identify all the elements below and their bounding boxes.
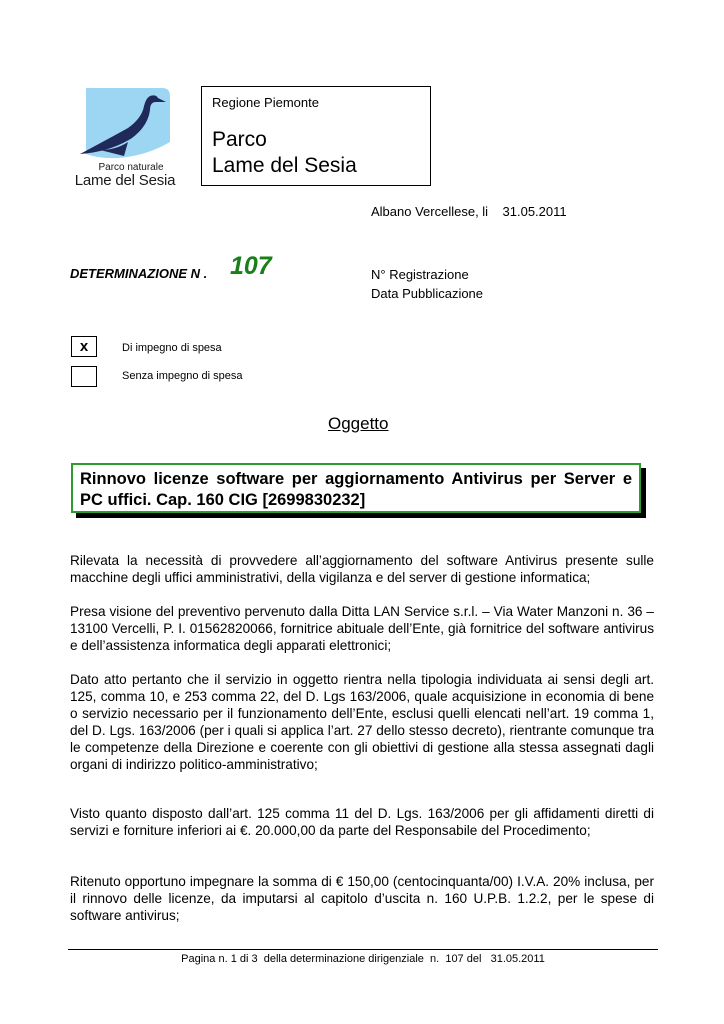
checkbox-senza-impegno[interactable] xyxy=(71,366,97,387)
paragraph: Visto quanto disposto dall’art. 125 comma 11 del D. Lgs. 163/2006 per gli affidamenti diretti di servizi e forniture inferiori ai €. 20.000,00 da parte del Responsabile del Procedimento; xyxy=(70,806,654,838)
registrazione-label: N° Registrazione xyxy=(371,267,469,282)
checkbox-senza-impegno-label: Senza impegno di spesa xyxy=(122,370,243,382)
registration-info xyxy=(371,265,483,303)
page-footer: Pagina n. 1 di 3 della determinazione dirigenziale n. 107 del 31.05.2011 xyxy=(181,953,545,965)
paragraph: Presa visione del preventivo pervenuto dalla Ditta LAN Service s.r.l. – Via Water Manzoni n. 36 – 13100 Vercelli, P. I. 01562820066, fornitrice abituale dell’Ente, già fornitrice del software antivirus e dell’assistenza informatica degli apparati elettronici; xyxy=(70,604,654,653)
paragraph: Rilevata la necessità di provvedere all’aggiornamento del software Antivirus presente sulle macchine degli uffici amministrativi, della vigilanza e del server di gestione informatica; xyxy=(70,553,654,585)
determinazione-label: DETERMINAZIONE N . xyxy=(70,266,208,281)
logo-subtitle: Parco naturale xyxy=(98,162,164,173)
pubblicazione-label: Data Pubblicazione xyxy=(371,286,484,301)
park-name xyxy=(212,127,357,179)
oggetto-heading: Oggetto xyxy=(328,414,389,433)
region-label: Regione Piemonte xyxy=(212,95,319,110)
footer-divider xyxy=(68,949,658,950)
park-name-line1: Parco xyxy=(212,128,267,151)
paragraph: Dato atto pertanto che il servizio in oggetto rientra nella tipologia individuata ai sensi degli art. 125, comma 10, e 253 comma 22, del D. Lgs 163/2006, quale acquisizione in economia di bene o servizio necessario per il funzionamento dell’Ente, esclusi quelli elencati nell’art. 19 comma 1, del D. Lgs. 163/2006 (per i quali si applica l’art. 27 dello stesso decreto), rientrante comunque tra le competenze della Direzione e coerente con gli obiettivi di gestione alla stessa assegnati dagli organi di indirizzo politico-amministrativo; xyxy=(70,672,654,772)
park-name-line2: Lame del Sesia xyxy=(212,154,357,177)
paragraph: Ritenuto opportuno impegnare la somma di € 150,00 (centocinquanta/00) I.V.A. 20% inclusa, per il rinnovo delle licenze, da imputarsi al capitolo d’uscita n. 160 U.P.B. 1.2.2, per le spese di software antivirus; xyxy=(70,874,654,923)
heron-icon xyxy=(70,84,180,164)
checkbox-impegno[interactable]: x xyxy=(71,336,97,357)
place-date: Albano Vercellese, li 31.05.2011 xyxy=(371,204,567,219)
determinazione-number: 107 xyxy=(230,252,272,280)
subject-box: Rinnovo licenze software per aggiornamento Antivirus per Server e PC uffici. Cap. 160 CIG [2699830232] xyxy=(71,463,641,513)
header-box xyxy=(201,86,431,186)
logo-title: Lame del Sesia xyxy=(74,172,176,189)
checkbox-impegno-label: Di impegno di spesa xyxy=(122,342,222,354)
park-logo xyxy=(70,84,180,192)
